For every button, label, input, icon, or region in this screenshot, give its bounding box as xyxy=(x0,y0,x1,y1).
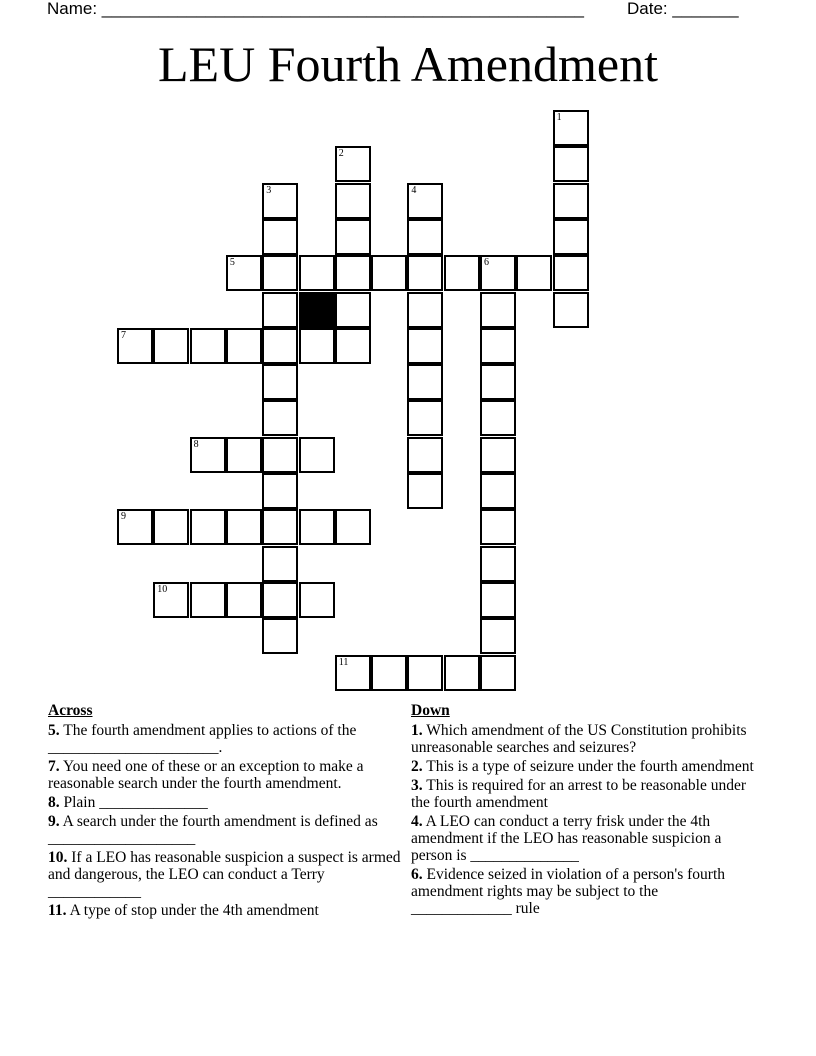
grid-cell[interactable] xyxy=(553,183,589,219)
clue-label: 5. xyxy=(48,722,60,739)
clue-number: 4 xyxy=(411,184,417,196)
across-clues xyxy=(48,702,402,921)
grid-cell[interactable] xyxy=(480,473,516,509)
across-clue xyxy=(48,758,402,792)
clue-text: If a LEO has reasonable suspicion a suspect is armed and dangerous, the LEO can conduct a Terry ____________ xyxy=(48,849,401,900)
clue-label: 3. xyxy=(411,777,423,794)
grid-cell[interactable] xyxy=(335,183,371,219)
grid-cell[interactable] xyxy=(226,509,262,545)
grid-cell[interactable] xyxy=(226,255,262,291)
grid-cell[interactable] xyxy=(117,509,153,545)
grid-cell[interactable] xyxy=(407,255,443,291)
clue-text: Evidence seized in violation of a person's fourth amendment rights may be subject to the _____________ rule xyxy=(411,866,725,917)
grid-cell[interactable] xyxy=(299,437,335,473)
grid-cell[interactable] xyxy=(299,255,335,291)
across-clue xyxy=(48,902,402,919)
clue-number: 6 xyxy=(484,257,489,269)
grid-cell[interactable] xyxy=(226,328,262,364)
grid-cell[interactable] xyxy=(153,509,189,545)
grid-cell[interactable] xyxy=(335,328,371,364)
grid-cell[interactable] xyxy=(371,655,407,691)
clue-number: 8 xyxy=(193,438,199,450)
grid-cell[interactable] xyxy=(299,328,335,364)
across-heading: Across xyxy=(48,702,93,719)
grid-cell[interactable] xyxy=(153,328,189,364)
grid-cell[interactable] xyxy=(190,328,226,364)
grid-cell[interactable] xyxy=(407,655,443,691)
grid-cell[interactable] xyxy=(153,582,189,618)
grid-cell[interactable] xyxy=(480,437,516,473)
down-clue xyxy=(411,758,761,775)
grid-cell[interactable] xyxy=(262,582,298,618)
grid-cell[interactable] xyxy=(553,110,589,146)
across-clue xyxy=(48,722,402,756)
grid-cell[interactable] xyxy=(480,546,516,582)
grid-cell[interactable] xyxy=(262,328,298,364)
grid-cell[interactable] xyxy=(262,255,298,291)
clue-label: 2. xyxy=(411,758,423,775)
grid-cell[interactable] xyxy=(444,655,480,691)
grid-cell[interactable] xyxy=(117,328,153,364)
black-square xyxy=(299,292,335,328)
grid-cell[interactable] xyxy=(262,473,298,509)
clue-label: 8. xyxy=(48,794,60,811)
grid-cell[interactable] xyxy=(553,292,589,328)
grid-cell[interactable] xyxy=(553,255,589,291)
down-clue xyxy=(411,813,761,864)
grid-cell[interactable] xyxy=(262,509,298,545)
grid-cell[interactable] xyxy=(262,437,298,473)
clue-label: 7. xyxy=(48,758,60,775)
clue-number: 1 xyxy=(556,112,562,123)
grid-cell[interactable] xyxy=(480,582,516,618)
grid-cell[interactable] xyxy=(553,146,589,182)
clue-label: 4. xyxy=(411,813,423,830)
grid-cell[interactable] xyxy=(553,219,589,255)
grid-cell[interactable] xyxy=(480,400,516,436)
grid-cell[interactable] xyxy=(190,437,226,473)
grid-cell[interactable] xyxy=(480,255,516,291)
grid-cell[interactable] xyxy=(407,328,443,364)
grid-cell[interactable] xyxy=(480,509,516,545)
grid-cell[interactable] xyxy=(407,183,443,219)
grid-cell[interactable] xyxy=(335,509,371,545)
grid-cell[interactable] xyxy=(226,437,262,473)
page-title: LEU Fourth Amendment xyxy=(158,36,658,92)
grid-cell[interactable] xyxy=(262,219,298,255)
grid-cell[interactable] xyxy=(407,292,443,328)
grid-cell[interactable] xyxy=(262,546,298,582)
clue-number: 3 xyxy=(266,184,272,196)
grid-cell[interactable] xyxy=(190,582,226,618)
grid-cell[interactable] xyxy=(262,183,298,219)
clue-label: 6. xyxy=(411,866,423,883)
grid-cell[interactable] xyxy=(407,364,443,400)
clue-number: 9 xyxy=(121,511,126,523)
grid-cell[interactable] xyxy=(190,509,226,545)
grid-cell[interactable] xyxy=(480,328,516,364)
across-clue xyxy=(48,849,402,900)
grid-cell[interactable] xyxy=(407,400,443,436)
across-clue xyxy=(48,813,402,847)
clue-text: A search under the fourth amendment is defined as ___________________ xyxy=(48,813,378,847)
grid-cell[interactable] xyxy=(262,400,298,436)
grid-cell[interactable] xyxy=(335,146,371,182)
grid-cell[interactable] xyxy=(516,255,552,291)
clue-text: A LEO can conduct a terry frisk under the 4th amendment if the LEO has reasonable suspicion a person is ______________ xyxy=(411,813,722,864)
down-clue xyxy=(411,722,761,756)
grid-cell[interactable] xyxy=(480,364,516,400)
grid-cell[interactable] xyxy=(407,437,443,473)
clue-number: 2 xyxy=(338,148,344,160)
clue-text: The fourth amendment applies to actions of the ______________________. xyxy=(48,722,357,756)
clue-label: 9. xyxy=(48,813,60,830)
clue-label: 10. xyxy=(48,849,68,866)
grid-cell[interactable] xyxy=(371,255,407,291)
clue-label: 11. xyxy=(48,902,67,919)
grid-cell[interactable] xyxy=(335,219,371,255)
grid-cell[interactable] xyxy=(480,655,516,691)
name-field: Name: ___________________________________________________ xyxy=(47,0,584,18)
clue-text: Plain ______________ xyxy=(63,794,208,811)
grid-cell[interactable] xyxy=(407,219,443,255)
clue-number: 7 xyxy=(121,329,126,341)
clue-number: 10 xyxy=(157,583,168,595)
clue-text: Which amendment of the US Constitution prohibits unreasonable searches and seizures? xyxy=(411,722,747,756)
clue-number: 5 xyxy=(229,257,235,269)
grid-cell[interactable] xyxy=(299,582,335,618)
grid-cell[interactable] xyxy=(407,473,443,509)
grid-cell[interactable] xyxy=(226,582,262,618)
grid-cell[interactable] xyxy=(335,255,371,291)
grid-cell[interactable] xyxy=(335,292,371,328)
grid-cell[interactable] xyxy=(299,509,335,545)
clue-text: This is a type of seizure under the fourth amendment xyxy=(426,758,754,775)
clue-text: You need one of these or an exception to make a reasonable search under the fourth amendment. xyxy=(48,758,364,792)
grid-cell[interactable] xyxy=(262,618,298,654)
grid-cell[interactable] xyxy=(444,255,480,291)
date-field: Date: _______ xyxy=(627,0,739,18)
clue-text: A type of stop under the 4th amendment xyxy=(69,902,319,919)
clue-text: This is required for an arrest to be reasonable under the fourth amendment xyxy=(411,777,747,811)
grid-cell[interactable] xyxy=(262,364,298,400)
down-clues xyxy=(411,702,761,919)
clue-number: 11 xyxy=(338,656,349,668)
down-clue xyxy=(411,866,761,917)
down-heading: Down xyxy=(411,702,450,719)
grid-cell[interactable] xyxy=(480,618,516,654)
grid-cell[interactable] xyxy=(335,655,371,691)
clue-label: 1. xyxy=(411,722,423,739)
grid-cell[interactable] xyxy=(262,292,298,328)
grid-cell[interactable] xyxy=(480,292,516,328)
down-clue xyxy=(411,777,761,811)
across-clue xyxy=(48,794,402,811)
